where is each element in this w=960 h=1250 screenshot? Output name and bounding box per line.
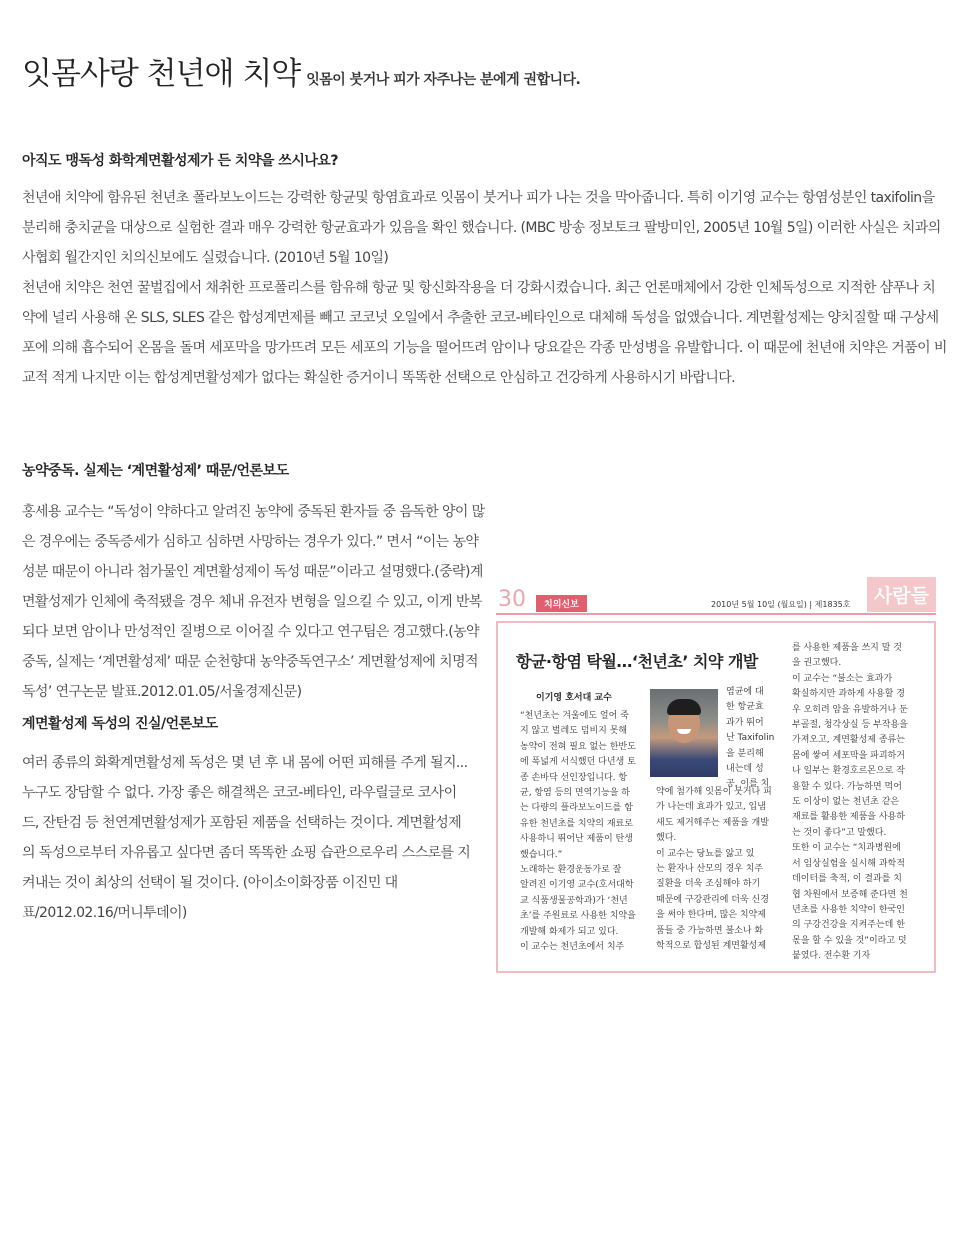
section1-heading: 아직도 맹독성 화학계면활성제가 든 치약을 쓰시나요? — [22, 153, 339, 169]
clipping-column-3: 를 사용한 제품을 쓰지 말 것 을 권고했다. 이 교수는 “불소는 효과가 확실하지만 과하게 사용할 경 우 오히려 암을 유발하거나 둔 부골절, 청각상실 등 부작용을 가져오고, 계면활성제 종류는 몸에 쌓여 세포막을 파괴하거 나 일부는 환경호르몬으로 작 용할 수 있다. 가능하면 먹어 도 이상이 없는 천년초 같은 재료를 활용한 제품을 사용하 는 것이 좋다”고 말했다. 또한 이 교수는 “치과병원에 서 임상실험을 실시해 과학적 데이터를 축적, 이 결과를 치 협 차원에서 보증해 준다면 천 년초를 사용한 치약이 한국인 의 구강건강을 지켜주는데 한 몫을 할 수 있을 것”이라고 덧 붙였다. 전수환 기자 — [792, 643, 908, 962]
section2-text: 홍세용 교수는 “독성이 약하다고 알려진 농약에 중독된 환자들 중 음독한 양이 많은 경우에는 중독증세가 심하고 심하면 사망하는 경우가 있다.” 면서 “이는 농약 성분 때문이 아니라 첨가물인 계면활성제이 독성 때문”이라고 설명했다.(중략)계면활성제가 인체에 축적됐을 경우 체내 유전자 변형을 일으킬 수 있고, 이게 반복되다 보면 암이나 만성적인 질병으로 이어질 수 있다고 연구팀은 경고했다.(농약중독, 실제는 ‘계면활성제’ 때문 순천향대 농약중독연구소’ 계면활성제에 치명적 독성’ 연구논문 발표.2012.01.05/서울경제신문) — [22, 504, 485, 700]
clipping-byline: 이기영 호서대 교수 — [536, 693, 612, 703]
section2-heading: 농약중독. 실제는 ‘계면활성제’ 때문/언론보도 — [22, 463, 289, 479]
page-title: 잇몸사랑 천년애 치약 — [22, 56, 301, 92]
clipping-column-2-top: 염균에 대 한 항균효 과가 뛰어 난 Taxifolin 을 분리해 내는데 성 공, 이를 치 — [726, 687, 775, 790]
photo-hair — [667, 699, 701, 715]
professor-photo — [650, 689, 718, 777]
newspaper-clipping — [496, 577, 936, 973]
page-header — [22, 48, 580, 93]
section3-heading: 계면활성제 독성의 진실/언론보도 — [22, 716, 218, 732]
clipping-column-1: “천년초는 겨울에도 얼어 죽 지 않고 벌레도 덤비지 못해 농약이 전혀 필요 없는 한반도 에 폭넓게 서식했던 다년생 토 종 손바닥 선인장입니다. 항 균, 항염 등의 면역기능을 하 는 다량의 플라보노이드를 함 유한 천년초를 치약의 재료로 사용하니 뛰어난 제품이 탄생 했습니다.” 노래하는 환경운동가로 잘 알려진 이기영 교수(호서대학 교 식품생물공학과)가 ‘천년 초’를 주원료로 사용한 치약을 개발해 화제가 되고 있다. 이 교수는 천년초에서 치주 — [520, 711, 636, 953]
section3-body: 여러 종류의 화확계면활성제 독성은 몇 년 후 내 몸에 어떤 피해를 주게 될지... 누구도 장담할 수 없다. 가장 좋은 해결책은 코코-베타인, 라우릴글로 코사이드, 잔탄검 등 천연계면활성제가 포함된 제품을 선택하는 것이다. 계면활성제의 독성으로부터 자유롭고 싶다면 좀더 똑똑한 쇼핑 습관으로우리 스스로를 지켜내는 것이 최상의 선택이 될 것이다. (아이소이화장품 이진민 대표/2012.02.16/머니투데이) — [22, 755, 471, 921]
section1-body: 천년애 치약에 함유된 천년초 폴라보노이드는 강력한 항균및 항염효과로 잇몸이 붓거나 피가 나는 것을 막아줍니다. 특히 이기영 교수는 항염성분인 taxifolin을 분리해 충치균을 대상으로 실험한 결과 매우 강력한 항균효과가 있음을 확인 했습니다. (MBC 방송 정보토크 팔방미인, 2005년 10월 5일) 이러한 사실은 치과의사협회 월간지인 치의신보에도 실렸습니다. (2010년 5월 10일) 천년애 치약은 천연 꿀벌집에서 채취한 프로폴리스를 함유해 항균 및 항신화작용을 더 강화시켰습니다. 최근 언론매체에서 강한 인체독성으로 지적한 샴푸나 치약에 널리 사용해 온 SLS, SLES 같은 합성계면제를 빼고 코코넛 오일에서 추출한 코코-베타인으로 대체해 독성을 없앴습니다. 계면활성제는 양치질할 때 구상세포에 의해 흡수되어 온몸을 돌며 세포막을 망가뜨려 모든 세포의 기능을 떨어뜨려 암이나 당요같은 각종 만성병을 유발합니다. 이 때문에 천년애 치약은 거품이 비교적 적게 나지만 이는 합성계면활성제가 없다는 확실한 증거이니 똑똑한 선택으로 안심하고 건강하게 사용하시기 바랍니다. — [22, 190, 947, 386]
clipping-page-number: 30 — [498, 587, 526, 612]
clipping-column-2: 약에 첨가해 잇몸이 붓거나 피 가 나는데 효과가 있고, 입냄 새도 제거해주는 제품을 개발 했다. 이 교수는 당뇨를 앓고 있 는 환자나 산모의 경우 치주 질환을 더욱 조심해야 하기 때문에 구강관리에 더욱 신경 을 써야 한다며, 많은 치약제 품들 중 가능하면 불소나 화 학적으로 합성된 계면활성제 — [656, 787, 772, 952]
clipping-section-label: 사람들 — [867, 577, 936, 612]
page-subtitle: 잇몸이 붓거나 피가 자주나는 분에게 권합니다. — [306, 72, 581, 88]
clipping-date: 2010년 5월 10일 (월요일) | 제1835호 — [711, 600, 851, 609]
clipping-masthead — [496, 577, 936, 617]
clipping-rule — [496, 613, 936, 615]
clipping-paper-name: 치의신보 — [536, 595, 587, 612]
clipping-headline: 항균·항염 탁월…‘천년초’ 치약 개발 — [516, 652, 758, 671]
